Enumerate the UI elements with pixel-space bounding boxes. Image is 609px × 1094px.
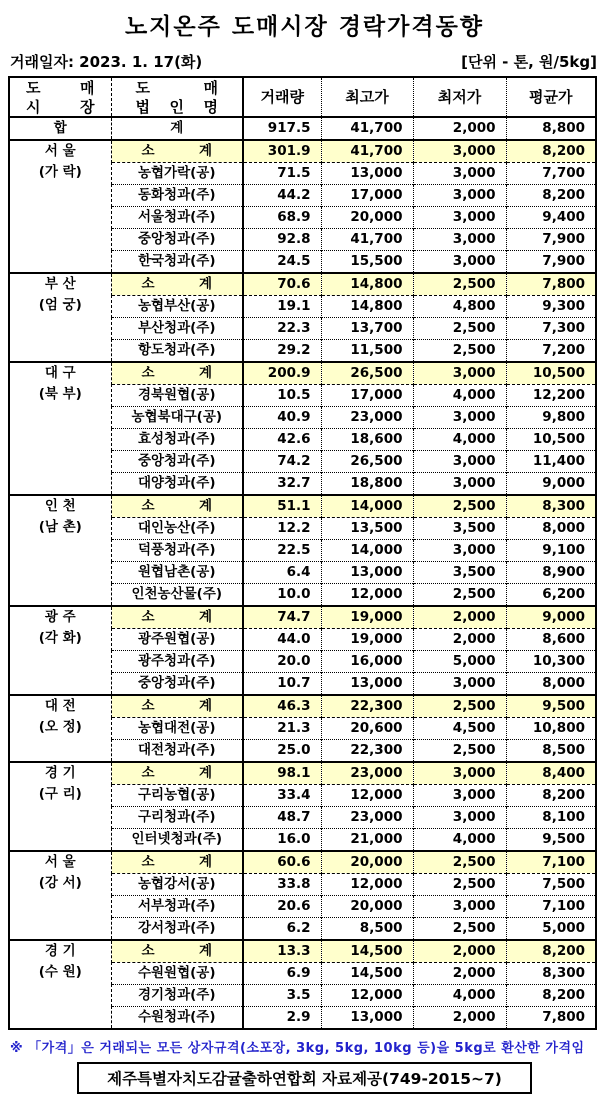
- avg-cell: 9,800: [506, 407, 596, 429]
- corp-cell: 부산청과(주): [111, 318, 243, 340]
- high-cell: 23,000: [321, 807, 413, 829]
- market-branch: (오 정): [38, 719, 82, 735]
- low-cell: 4,000: [413, 985, 506, 1007]
- market-name: 대 구: [44, 365, 76, 381]
- avg-cell: 8,800: [542, 120, 585, 136]
- market-branch: (남 촌): [38, 519, 82, 535]
- volume-cell: 24.5: [243, 251, 321, 274]
- subtotal-label: 소 계: [111, 495, 243, 518]
- market-cell: [9, 762, 111, 851]
- high-cell: 19,000: [321, 629, 413, 651]
- avg-cell: 8,900: [506, 562, 596, 584]
- low-cell: 2,500: [413, 740, 506, 763]
- avg-cell: 8,200: [506, 185, 596, 207]
- subtotal-row: [9, 940, 596, 963]
- volume-cell: 70.6: [243, 273, 321, 296]
- avg-cell: 8,300: [506, 963, 596, 985]
- low-cell: 2,500: [413, 874, 506, 896]
- avg-cell: 7,800: [506, 1007, 596, 1030]
- market-cell: [9, 362, 111, 495]
- market-branch: (각 화): [38, 630, 82, 646]
- high-cell: 41,700: [321, 117, 413, 140]
- low-cell: 3,000: [413, 185, 506, 207]
- low-cell: 2,500: [413, 918, 506, 941]
- subtotal-label: 소 계: [111, 762, 243, 785]
- low-cell: 3,000: [413, 896, 506, 918]
- low-cell: 3,500: [413, 518, 506, 540]
- corp-cell: 인천농산물(주): [111, 584, 243, 607]
- header-volume: 거래량: [243, 77, 321, 117]
- corp-cell: 서부청과(주): [111, 896, 243, 918]
- avg-cell: 8,200: [506, 140, 596, 163]
- corp-cell: 효성청과(주): [111, 429, 243, 451]
- avg-cell: 7,700: [506, 163, 596, 185]
- subtotal-row: [9, 140, 596, 163]
- market-name: 서 울: [44, 854, 76, 870]
- high-cell: 13,500: [321, 518, 413, 540]
- volume-cell: 33.4: [243, 785, 321, 807]
- low-cell: 2,500: [413, 340, 506, 363]
- volume-cell: 6.2: [243, 918, 321, 941]
- volume-cell: 44.0: [243, 629, 321, 651]
- low-cell: 3,000: [413, 540, 506, 562]
- high-cell: 15,500: [321, 251, 413, 274]
- subtotal-row: [9, 762, 596, 785]
- volume-cell: 40.9: [243, 407, 321, 429]
- volume-cell: 42.6: [243, 429, 321, 451]
- low-cell: 3,500: [413, 562, 506, 584]
- volume-cell: 301.9: [243, 140, 321, 163]
- high-cell: 19,000: [321, 606, 413, 629]
- avg-cell: 7,800: [506, 273, 596, 296]
- low-cell: 3,000: [413, 673, 506, 696]
- volume-cell: 25.0: [243, 740, 321, 763]
- volume-cell: 13.3: [243, 940, 321, 963]
- corp-cell: 농협북대구(공): [111, 407, 243, 429]
- low-cell: 3,000: [413, 229, 506, 251]
- market-cell: [9, 695, 111, 762]
- corp-cell: 중앙청과(주): [111, 673, 243, 696]
- corp-cell: 한국청과(주): [111, 251, 243, 274]
- volume-cell: 200.9: [243, 362, 321, 385]
- low-cell: 2,500: [413, 851, 506, 874]
- high-cell: 26,500: [321, 451, 413, 473]
- avg-cell: 10,500: [506, 429, 596, 451]
- market-name: 부 산: [44, 276, 76, 292]
- high-cell: 12,000: [321, 874, 413, 896]
- corp-cell: 광주청과(주): [111, 651, 243, 673]
- corp-cell: 중앙청과(주): [111, 451, 243, 473]
- subtotal-row: [9, 273, 596, 296]
- subtotal-label: 소 계: [111, 140, 243, 163]
- high-cell: 20,000: [321, 896, 413, 918]
- subtotal-label: 소 계: [111, 940, 243, 963]
- high-cell: 14,000: [321, 495, 413, 518]
- avg-cell: 8,200: [506, 940, 596, 963]
- avg-cell: 6,200: [506, 584, 596, 607]
- volume-cell: 33.8: [243, 874, 321, 896]
- high-cell: 13,000: [321, 562, 413, 584]
- avg-cell: 8,300: [506, 495, 596, 518]
- corp-cell: 농협강서(공): [111, 874, 243, 896]
- header-corp: 도 매 법 인 명: [111, 77, 243, 117]
- low-cell: 2,500: [413, 584, 506, 607]
- corp-cell: 항도청과(주): [111, 340, 243, 363]
- market-name: 경 기: [44, 765, 76, 781]
- corp-cell: 인터넷청과(주): [111, 829, 243, 852]
- volume-cell: 92.8: [243, 229, 321, 251]
- market-cell: [9, 273, 111, 362]
- corp-cell: 구리농협(공): [111, 785, 243, 807]
- avg-cell: 8,400: [506, 762, 596, 785]
- market-branch: (수 원): [38, 964, 82, 980]
- low-cell: 2,000: [413, 606, 506, 629]
- market-cell: [9, 606, 111, 695]
- volume-cell: 68.9: [243, 207, 321, 229]
- subtotal-label: 소 계: [111, 695, 243, 718]
- volume-cell: 98.1: [243, 762, 321, 785]
- avg-cell: 7,900: [506, 229, 596, 251]
- volume-cell: 16.0: [243, 829, 321, 852]
- high-cell: 13,700: [321, 318, 413, 340]
- avg-cell: 11,400: [506, 451, 596, 473]
- avg-cell: 7,200: [506, 340, 596, 363]
- market-branch: (가 락): [38, 164, 82, 180]
- volume-cell: 60.6: [243, 851, 321, 874]
- avg-cell: 8,100: [506, 807, 596, 829]
- avg-cell: 9,500: [506, 829, 596, 852]
- corp-cell: 경북원협(공): [111, 385, 243, 407]
- corp-cell: 수원원협(공): [111, 963, 243, 985]
- low-cell: 2,000: [413, 940, 506, 963]
- unit-label: [단위 - 톤, 원/5kg]: [461, 53, 597, 71]
- avg-cell: 8,600: [506, 629, 596, 651]
- market-branch: (구 리): [38, 786, 82, 802]
- corp-cell: 중앙청과(주): [111, 229, 243, 251]
- price-footnote: ※ 「가격」은 거래되는 모든 상자규격(소포장, 3kg, 5kg, 10kg 등)을 5kg로 환산한 가격임: [10, 1041, 585, 1056]
- market-name: 경 기: [44, 943, 76, 959]
- volume-cell: 74.2: [243, 451, 321, 473]
- high-cell: 8,500: [321, 918, 413, 941]
- market-branch: (강 서): [38, 875, 82, 891]
- avg-cell: 8,000: [506, 673, 596, 696]
- subtotal-row: [9, 606, 596, 629]
- corp-cell: 경기청과(주): [111, 985, 243, 1007]
- low-cell: 3,000: [413, 473, 506, 496]
- high-cell: 20,000: [321, 851, 413, 874]
- high-cell: 13,000: [321, 673, 413, 696]
- low-cell: 4,000: [413, 385, 506, 407]
- volume-cell: 71.5: [243, 163, 321, 185]
- high-cell: 21,000: [321, 829, 413, 852]
- subtotal-label: 소 계: [111, 606, 243, 629]
- subtotal-label: 소 계: [111, 851, 243, 874]
- volume-cell: 19.1: [243, 296, 321, 318]
- low-cell: 3,000: [413, 762, 506, 785]
- corp-cell: 대양청과(주): [111, 473, 243, 496]
- corp-cell: 대전청과(주): [111, 740, 243, 763]
- volume-cell: 44.2: [243, 185, 321, 207]
- header-high: 최고가: [321, 77, 413, 117]
- low-cell: 3,000: [413, 207, 506, 229]
- low-cell: 2,500: [413, 273, 506, 296]
- volume-cell: 6.9: [243, 963, 321, 985]
- volume-cell: 10.5: [243, 385, 321, 407]
- low-cell: 2,500: [413, 695, 506, 718]
- avg-cell: 12,200: [506, 385, 596, 407]
- high-cell: 13,000: [321, 163, 413, 185]
- subtotal-row: [9, 695, 596, 718]
- high-cell: 12,000: [321, 985, 413, 1007]
- avg-cell: 7,500: [506, 874, 596, 896]
- corp-cell: 동화청과(주): [111, 185, 243, 207]
- header-market: 도 매 시 장: [9, 77, 111, 117]
- volume-cell: 10.7: [243, 673, 321, 696]
- low-cell: 4,800: [413, 296, 506, 318]
- high-cell: 14,500: [321, 940, 413, 963]
- low-cell: 3,000: [413, 251, 506, 274]
- high-cell: 41,700: [321, 140, 413, 163]
- low-cell: 2,000: [413, 629, 506, 651]
- avg-cell: 10,800: [506, 718, 596, 740]
- high-cell: 41,700: [321, 229, 413, 251]
- high-cell: 17,000: [321, 185, 413, 207]
- high-cell: 16,000: [321, 651, 413, 673]
- high-cell: 14,800: [321, 296, 413, 318]
- corp-cell: 농협대전(공): [111, 718, 243, 740]
- avg-cell: 9,400: [506, 207, 596, 229]
- header-avg: 평균가: [506, 77, 596, 117]
- avg-cell: 7,100: [506, 896, 596, 918]
- market-name: 서 울: [44, 143, 76, 159]
- volume-cell: 12.2: [243, 518, 321, 540]
- table-body: [9, 117, 596, 1029]
- high-cell: 23,000: [321, 407, 413, 429]
- corp-cell: 수원청과(주): [111, 1007, 243, 1030]
- low-cell: 4,500: [413, 718, 506, 740]
- provider-row: [0, 1062, 609, 1094]
- volume-cell: 917.5: [243, 117, 321, 140]
- grand-total-row: [9, 117, 596, 140]
- high-cell: 20,000: [321, 207, 413, 229]
- avg-cell: 8,200: [506, 785, 596, 807]
- avg-cell: 7,300: [506, 318, 596, 340]
- trade-date-label: 거래일자: 2023. 1. 17(화): [10, 53, 203, 71]
- market-name: 광 주: [44, 609, 76, 625]
- subtotal-row: [9, 362, 596, 385]
- meta-row: [10, 51, 597, 72]
- subtotal-label: 소 계: [111, 362, 243, 385]
- volume-cell: 21.3: [243, 718, 321, 740]
- volume-cell: 2.9: [243, 1007, 321, 1030]
- low-cell: 3,000: [413, 163, 506, 185]
- high-cell: 18,800: [321, 473, 413, 496]
- high-cell: 14,800: [321, 273, 413, 296]
- low-cell: 3,000: [413, 407, 506, 429]
- market-cell: [9, 495, 111, 606]
- volume-cell: 22.3: [243, 318, 321, 340]
- subtotal-label: 소 계: [111, 273, 243, 296]
- high-cell: 14,000: [321, 540, 413, 562]
- low-cell: 2,500: [413, 495, 506, 518]
- subtotal-row: [9, 495, 596, 518]
- low-cell: 2,500: [413, 318, 506, 340]
- avg-cell: 7,100: [506, 851, 596, 874]
- subtotal-row: [9, 851, 596, 874]
- price-table: [8, 76, 597, 1030]
- volume-cell: 6.4: [243, 562, 321, 584]
- avg-cell: 9,500: [506, 695, 596, 718]
- volume-cell: 20.6: [243, 896, 321, 918]
- market-cell: 합: [9, 117, 111, 140]
- low-cell: 2,000: [413, 117, 506, 140]
- header-low: 최저가: [413, 77, 506, 117]
- provider-box: 제주특별자치도감귤출하연합회 자료제공(749-2015~7): [77, 1062, 532, 1094]
- corp-cell: 계: [111, 117, 243, 140]
- avg-cell: 9,300: [506, 296, 596, 318]
- high-cell: 14,500: [321, 963, 413, 985]
- table-header: [9, 77, 596, 117]
- avg-cell: 8,200: [506, 985, 596, 1007]
- high-cell: 17,000: [321, 385, 413, 407]
- high-cell: 22,300: [321, 740, 413, 763]
- high-cell: 23,000: [321, 762, 413, 785]
- volume-cell: 74.7: [243, 606, 321, 629]
- low-cell: 3,000: [413, 785, 506, 807]
- avg-cell: 9,000: [506, 473, 596, 496]
- avg-cell: 8,500: [506, 740, 596, 763]
- volume-cell: 46.3: [243, 695, 321, 718]
- corp-cell: 구리청과(주): [111, 807, 243, 829]
- market-branch: (북 부): [38, 386, 82, 402]
- volume-cell: 29.2: [243, 340, 321, 363]
- avg-cell: 9,000: [506, 606, 596, 629]
- low-cell: 4,000: [413, 429, 506, 451]
- volume-cell: 22.5: [243, 540, 321, 562]
- corp-cell: 덕풍청과(주): [111, 540, 243, 562]
- avg-cell: 10,300: [506, 651, 596, 673]
- high-cell: 13,000: [321, 1007, 413, 1030]
- low-cell: 2,000: [413, 963, 506, 985]
- low-cell: 3,000: [413, 451, 506, 473]
- volume-cell: 48.7: [243, 807, 321, 829]
- market-name: 인 천: [44, 498, 76, 514]
- low-cell: 2,000: [413, 1007, 506, 1030]
- low-cell: 5,000: [413, 651, 506, 673]
- avg-cell: 9,100: [506, 540, 596, 562]
- avg-cell: 8,000: [506, 518, 596, 540]
- market-cell: [9, 940, 111, 1029]
- market-cell: [9, 140, 111, 273]
- avg-cell: 7,900: [506, 251, 596, 274]
- market-name: 대 전: [44, 698, 76, 714]
- low-cell: 3,000: [413, 362, 506, 385]
- corp-cell: 강서청과(주): [111, 918, 243, 941]
- corp-cell: 대인농산(주): [111, 518, 243, 540]
- corp-cell: 농협부산(공): [111, 296, 243, 318]
- volume-cell: 3.5: [243, 985, 321, 1007]
- volume-cell: 32.7: [243, 473, 321, 496]
- low-cell: 3,000: [413, 807, 506, 829]
- volume-cell: 10.0: [243, 584, 321, 607]
- corp-cell: 농협가락(공): [111, 163, 243, 185]
- high-cell: 12,000: [321, 785, 413, 807]
- high-cell: 18,600: [321, 429, 413, 451]
- high-cell: 12,000: [321, 584, 413, 607]
- avg-cell: 5,000: [506, 918, 596, 941]
- volume-cell: 51.1: [243, 495, 321, 518]
- market-branch: (엄 궁): [38, 297, 82, 313]
- high-cell: 20,600: [321, 718, 413, 740]
- low-cell: 3,000: [413, 140, 506, 163]
- avg-cell: 10,500: [506, 362, 596, 385]
- page-title: 노지온주 도매시장 경락가격동향: [124, 14, 485, 40]
- corp-cell: 광주원협(공): [111, 629, 243, 651]
- volume-cell: 20.0: [243, 651, 321, 673]
- low-cell: 4,000: [413, 829, 506, 852]
- high-cell: 26,500: [321, 362, 413, 385]
- corp-cell: 원협남촌(공): [111, 562, 243, 584]
- corp-cell: 서울청과(주): [111, 207, 243, 229]
- market-cell: [9, 851, 111, 940]
- high-cell: 22,300: [321, 695, 413, 718]
- high-cell: 11,500: [321, 340, 413, 363]
